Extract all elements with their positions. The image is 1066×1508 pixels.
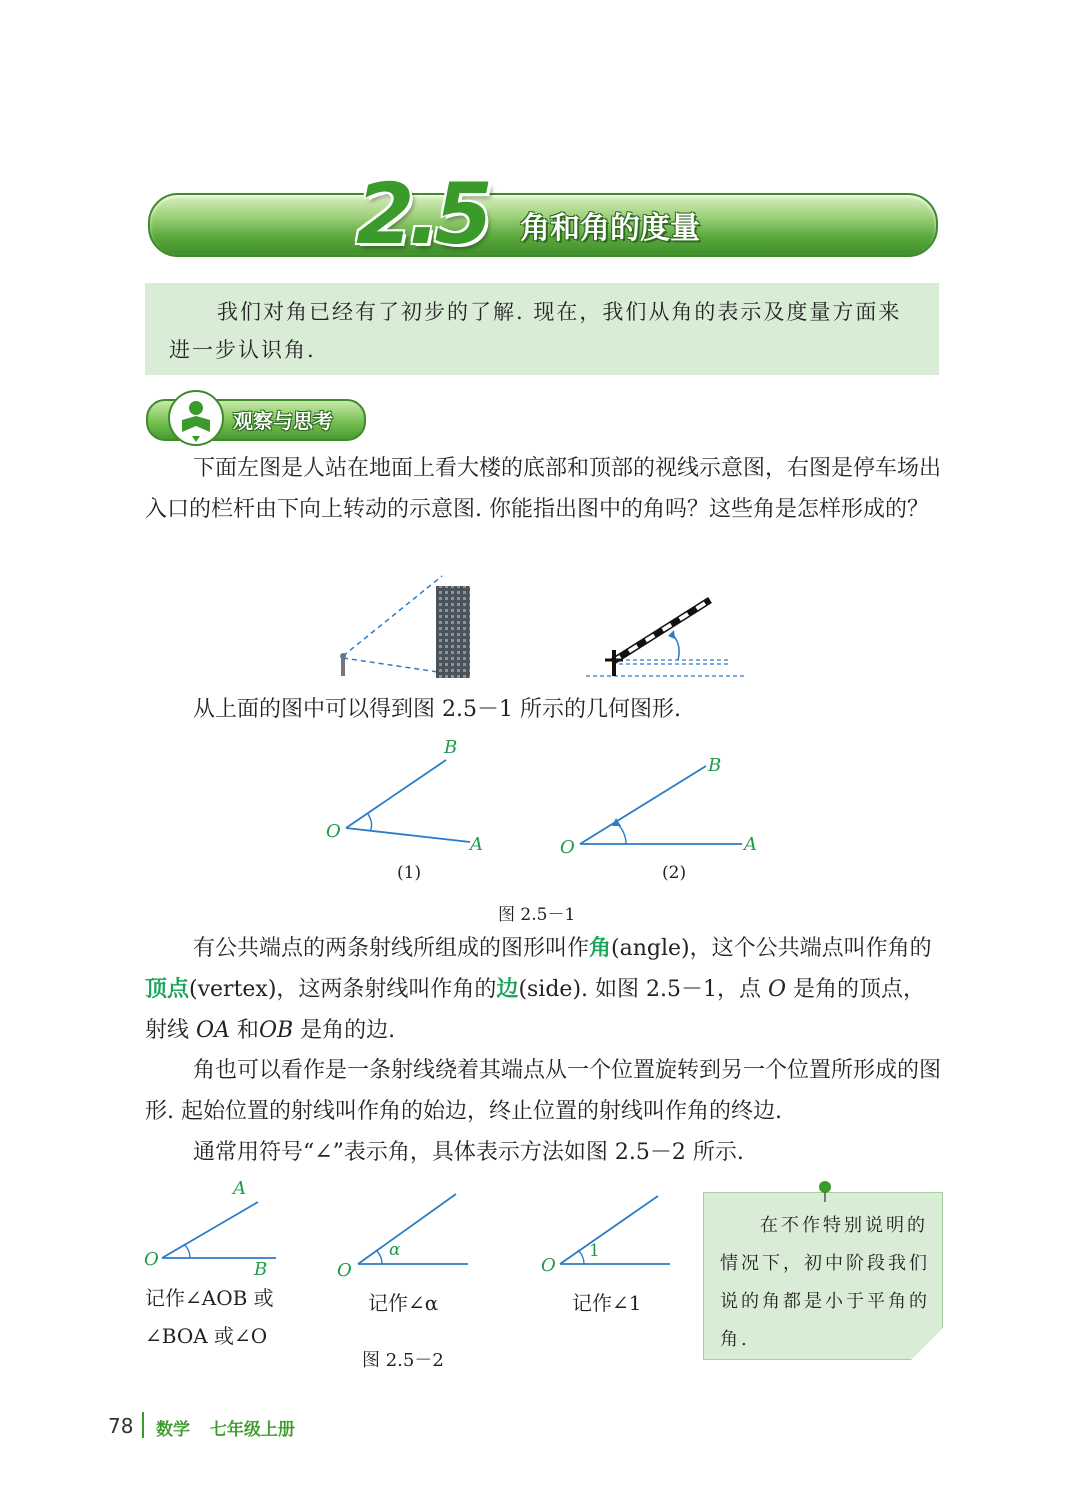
paragraph-notation: 通常用符号“∠”表示角，具体表示方法如图 2.5－2 所示. [193, 1140, 744, 1165]
label-B-1: B [444, 737, 458, 758]
term-vertex: 顶点 [145, 976, 190, 1002]
notation-a-line1: 记作∠AOB 或 [145, 1286, 274, 1310]
figure-2-5-2 [150, 1180, 680, 1280]
figure-2-5-1 [310, 730, 790, 870]
figure-caption-2: 图 2.5－2 [362, 1350, 444, 1371]
book-title: 数学 七年级上册 [156, 1420, 295, 1440]
paragraph-definition: 有公共端点的两条射线所组成的图形叫作角(angle)，这个公共端点叫作角的顶点(vertex)，这两条射线叫作角的边(side). 如图 2.5－1，点 O 是角的顶点，射线 OA 和OB 是角的边. [145, 935, 932, 1043]
barrier-arm [612, 600, 710, 662]
ray-alpha-top [358, 1194, 456, 1264]
intro-box [145, 283, 939, 375]
sightline-top [343, 576, 442, 656]
label-A-fig2: A [233, 1178, 246, 1199]
label-O-2: O [560, 837, 575, 858]
label-B-fig2: B [254, 1259, 268, 1280]
intro-text: 我们对角已经有了初步的了解. 现在，我们从角的表示及度量方面来进一步认识角. [169, 300, 902, 362]
building-icon [436, 586, 470, 678]
note-text: 在不作特别说明的情况下，初中阶段我们说的角都是小于平角的角. [720, 1215, 930, 1350]
label-A-2: A [744, 834, 757, 855]
paragraph-figure-intro: 从上面的图中可以得到图 2.5－1 所示的几何图形. [193, 697, 681, 722]
footer-divider [142, 1412, 144, 1438]
term-side: 边 [496, 976, 519, 1002]
label-B-2: B [708, 755, 722, 776]
ray-OB-1 [346, 760, 446, 828]
subcaption-2: (2) [662, 863, 687, 883]
label-O-fig2a: O [144, 1249, 159, 1270]
page-curl [911, 1328, 943, 1360]
section-number: 2.5 [356, 165, 487, 263]
notation-alpha: 记作∠α [368, 1291, 439, 1315]
label-1: 1 [589, 1241, 600, 1261]
label-O-fig2b: O [337, 1260, 352, 1281]
paragraph-rotation: 角也可以看作是一条射线绕着其端点从一个位置旋转到另一个位置所形成的图形. 起始位置的射线叫作角的始边，终止位置的射线叫作角的终边. [145, 1058, 942, 1124]
note-card [703, 1192, 943, 1360]
label-A-1: A [470, 834, 483, 855]
illustration-sightlines [330, 572, 750, 684]
observe-label: 观察与思考 [233, 409, 333, 433]
notation-1: 记作∠1 [572, 1291, 642, 1315]
label-O-fig2c: O [541, 1255, 556, 1276]
ray-1-top [560, 1196, 658, 1264]
figure-caption-1: 图 2.5－1 [498, 905, 576, 925]
pushpin-icon [815, 1178, 835, 1204]
sightline-bottom [343, 658, 438, 672]
section-title: 角和角的度量 [520, 211, 700, 246]
notation-a-line2: ∠BOA 或∠O [145, 1324, 268, 1348]
ray-OA-fig2 [162, 1202, 258, 1258]
ray-OA-1 [346, 828, 470, 842]
label-O-1: O [326, 821, 341, 842]
angle-arc-1 [368, 814, 372, 831]
term-angle: 角 [589, 935, 612, 961]
reading-person-icon [168, 390, 224, 446]
page-number: 78 [108, 1414, 134, 1438]
label-alpha: α [389, 1240, 401, 1260]
paragraph-observe: 下面左图是人站在地面上看大楼的底部和顶部的视线示意图，右图是停车场出入口的栏杆由下向上转动的示意图. 你能指出图中的角吗？这些角是怎样形成的？ [145, 456, 942, 522]
person-icon [340, 653, 346, 676]
ray-OB-2 [580, 766, 706, 844]
subcaption-1: (1) [397, 863, 422, 883]
